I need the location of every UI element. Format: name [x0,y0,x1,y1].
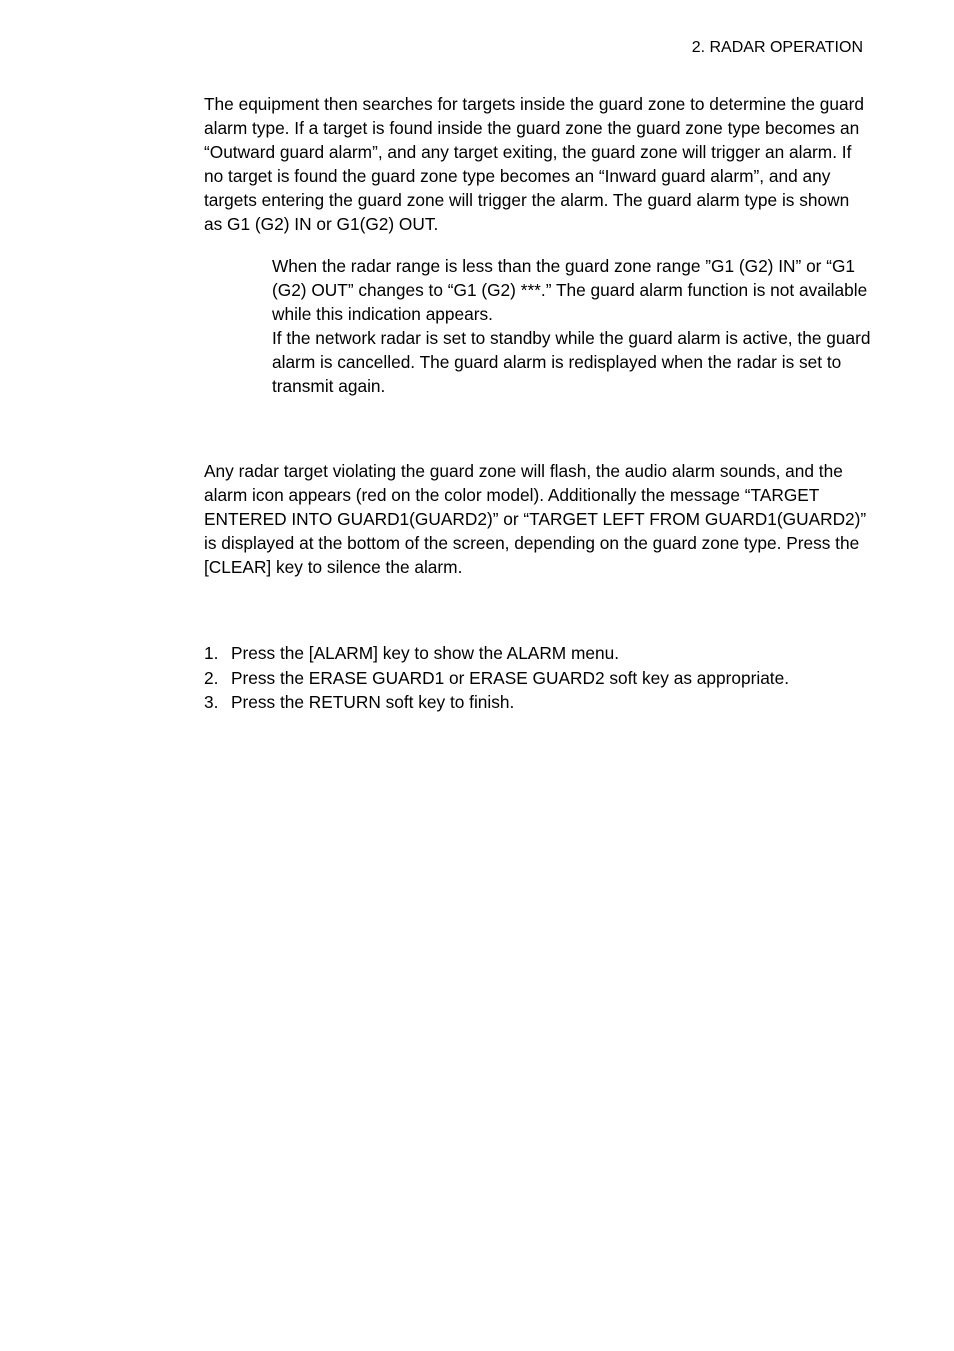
step-item [204,666,884,691]
running-head: 2. RADAR OPERATION [691,39,863,56]
step-number: 3. [204,692,219,712]
step-number: 1. [204,643,219,663]
paragraph-guard-violation: Any radar target violating the guard zone will flash, the audio alarm sounds, and the alarm icon appears (red on the color model). Additionally the message “TARGET ENTERED INTO GUARD1(GUARD2)” or “TARGET LEFT FROM GUARD1(GUARD2)” is displayed at the bottom of the screen, depending on the guard zone type. Press the [CLEAR] key to silence the alarm. [204,461,867,577]
step-item [204,641,884,666]
step-text: Press the RETURN soft key to finish. [231,692,515,712]
step-number: 2. [204,667,219,688]
note-block [272,254,872,398]
note-standby: If the network radar is set to standby while the guard alarm is active, the guard alarm is cancelled. The guard alarm is redisplayed when the radar is set to transmit again. [272,328,871,396]
step-text: Press the ERASE GUARD1 or ERASE GUARD2 soft key as appropriate. [231,667,790,688]
paragraph-guard-alarm-type: The equipment then searches for targets inside the guard zone to determine the guard alarm type. If a target is found inside the guard zone the guard zone type becomes an “Outward guard alarm”, and any target exiting, the guard zone will trigger an alarm. If no target is found the guard zone type becomes an “Inward guard alarm”, and any targets entering the guard zone will trigger the alarm. The guard alarm type is shown as G1 (G2) IN or G1(G2) OUT. [204,94,864,234]
step-item [204,690,884,715]
note-range: When the radar range is less than the guard zone range ”G1 (G2) IN” or “G1 (G2) OUT” changes to “G1 (G2) ***.” The guard alarm function is not available while this indication appears. [272,256,868,324]
erase-guard-steps [204,641,884,715]
step-text: Press the [ALARM] key to show the ALARM menu. [231,643,620,663]
